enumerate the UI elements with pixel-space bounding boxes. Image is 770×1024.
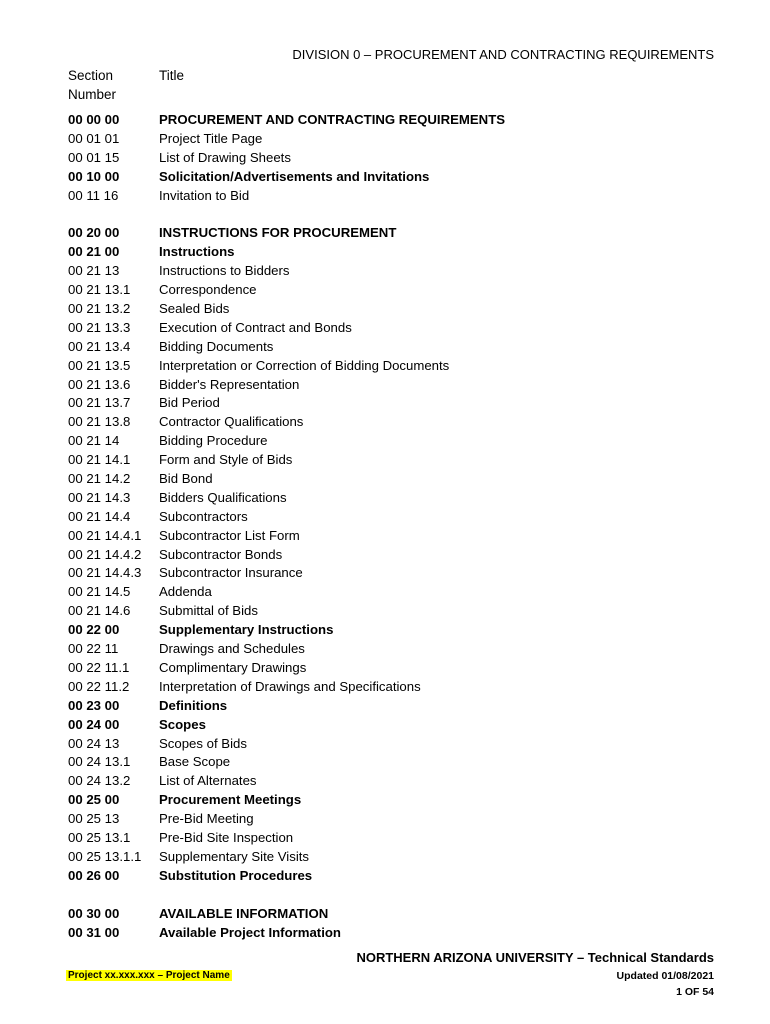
section-row (68, 130, 728, 149)
section-number: 00 21 14.2 (68, 471, 131, 487)
section-number: 00 00 00 (68, 112, 120, 127)
section-title: Supplementary Instructions (159, 622, 334, 638)
section-row (68, 224, 728, 243)
section-number: 00 24 13.1 (68, 754, 131, 770)
section-row (68, 338, 728, 357)
section-number: 00 21 14.4.2 (68, 546, 142, 562)
section-number: 00 25 13.1.1 (68, 848, 142, 864)
section-title: Base Scope (159, 754, 231, 770)
section-row (68, 300, 728, 319)
section-number: 00 22 11.1 (68, 659, 130, 675)
section-title: INSTRUCTIONS FOR PROCUREMENT (159, 225, 397, 241)
section-row (68, 772, 728, 791)
section-row (68, 564, 728, 583)
section-title: AVAILABLE INFORMATION (159, 905, 329, 921)
section-title: Instructions to Bidders (159, 263, 290, 279)
section-row (68, 451, 728, 470)
section-row (68, 149, 728, 168)
section-title: Addenda (159, 584, 212, 600)
section-row (68, 111, 728, 130)
section-title: Invitation to Bid (159, 187, 250, 203)
section-title: Scopes of Bids (159, 735, 247, 751)
division-header: DIVISION 0 – PROCUREMENT AND CONTRACTING REQUIREMENTS (292, 47, 714, 62)
section-row (68, 697, 728, 716)
section-title: Drawings and Schedules (159, 641, 305, 657)
section-title: List of Alternates (159, 773, 257, 789)
section-row (68, 716, 728, 735)
section-title: Substitution Procedures (159, 867, 313, 883)
section-number: 00 01 15 (68, 149, 120, 165)
section-number-column-header (68, 66, 116, 104)
section-row (68, 905, 728, 924)
section-title: Bidders Qualifications (159, 489, 287, 505)
section-row (68, 735, 728, 754)
section-row (68, 810, 728, 829)
section-number: 00 21 13.5 (68, 357, 131, 373)
section-number: 00 01 01 (68, 130, 120, 146)
section-header-line2: Number (68, 87, 117, 102)
section-number: 00 21 13.8 (68, 414, 131, 430)
section-number: 00 21 13.1 (68, 282, 131, 298)
section-title: Bidding Procedure (159, 433, 268, 449)
section-title: Procurement Meetings (159, 792, 302, 808)
section-row (68, 357, 728, 376)
footer-updated-date: Updated 01/08/2021 (616, 970, 714, 982)
footer-page-number: 1 OF 54 (676, 986, 714, 998)
section-row (68, 659, 728, 678)
section-row (68, 867, 728, 886)
section-number: 00 24 00 (68, 716, 120, 732)
section-row (68, 621, 728, 640)
section-title: Pre-Bid Site Inspection (159, 829, 294, 845)
section-row (68, 281, 728, 300)
section-row (68, 413, 728, 432)
section-number: 00 21 14.5 (68, 584, 131, 600)
section-row (68, 262, 728, 281)
section-title: Subcontractor Bonds (159, 546, 283, 562)
section-title: PROCUREMENT AND CONTRACTING REQUIREMENTS (159, 112, 506, 127)
title-column-header: Title (159, 68, 185, 83)
section-number: 00 25 00 (68, 792, 120, 808)
section-row (68, 376, 728, 395)
section-row (68, 583, 728, 602)
section-title: Execution of Contract and Bonds (159, 319, 352, 335)
section-title: Correspondence (159, 282, 257, 298)
section-row (68, 470, 728, 489)
section-number: 00 21 13 (68, 263, 120, 279)
section-title: Bidding Documents (159, 338, 274, 354)
section-row (68, 187, 728, 206)
section-list (68, 111, 728, 942)
section-row (68, 791, 728, 810)
section-number: 00 25 13.1 (68, 829, 131, 845)
section-number: 00 21 13.7 (68, 395, 131, 411)
section-title: Contractor Qualifications (159, 414, 304, 430)
section-number: 00 24 13 (68, 735, 120, 751)
section-title: Complimentary Drawings (159, 659, 307, 675)
section-title: Subcontractor Insurance (159, 565, 303, 581)
section-title: Bid Bond (159, 471, 213, 487)
section-number: 00 21 14.4 (68, 508, 131, 524)
section-row (68, 527, 728, 546)
section-row (68, 319, 728, 338)
section-number: 00 21 14.3 (68, 489, 131, 505)
section-number: 00 21 00 (68, 244, 120, 260)
section-number: 00 26 00 (68, 867, 120, 883)
section-title: Scopes (159, 716, 206, 732)
section-number: 00 20 00 (68, 225, 120, 241)
section-title: Supplementary Site Visits (159, 848, 310, 864)
section-number: 00 21 13.6 (68, 376, 131, 392)
section-row (68, 602, 728, 621)
section-title: Pre-Bid Meeting (159, 811, 254, 827)
section-title: Bid Period (159, 395, 220, 411)
footer-project-name: Project xx.xxx.xxx – Project Name (68, 970, 230, 981)
section-header-line1: Section (68, 68, 114, 83)
section-number: 00 21 13.2 (68, 301, 131, 317)
section-title: Interpretation of Drawings and Specifications (159, 678, 421, 694)
section-row (68, 168, 728, 187)
section-row (68, 508, 728, 527)
section-title: List of Drawing Sheets (159, 149, 291, 165)
section-number: 00 21 13.4 (68, 338, 131, 354)
section-row (68, 489, 728, 508)
section-title: Sealed Bids (159, 301, 230, 317)
section-title: Subcontractors (159, 508, 248, 524)
section-title: Available Project Information (159, 924, 341, 940)
section-row (68, 753, 728, 772)
section-number: 00 21 14.6 (68, 603, 131, 619)
section-row (68, 829, 728, 848)
section-title: Instructions (159, 244, 235, 260)
footer-organization: NORTHERN ARIZONA UNIVERSITY – Technical Standards (356, 950, 714, 965)
section-number: 00 24 13.2 (68, 773, 131, 789)
section-row (68, 394, 728, 413)
section-number: 00 21 14.1 (68, 452, 131, 468)
section-row (68, 243, 728, 262)
section-number: 00 21 14.4.3 (68, 565, 142, 581)
section-title: Interpretation or Correction of Bidding Documents (159, 357, 450, 373)
section-number: 00 22 11 (68, 641, 119, 657)
section-number: 00 22 00 (68, 622, 120, 638)
section-number: 00 11 16 (68, 187, 119, 203)
section-row (68, 432, 728, 451)
section-number: 00 22 11.2 (68, 678, 130, 694)
section-number: 00 23 00 (68, 697, 120, 713)
section-title: Solicitation/Advertisements and Invitations (159, 168, 430, 184)
section-number: 00 25 13 (68, 811, 120, 827)
section-row (68, 924, 728, 943)
section-title: Definitions (159, 697, 228, 713)
section-number: 00 21 14 (68, 433, 120, 449)
section-number: 00 10 00 (68, 168, 120, 184)
section-number: 00 31 00 (68, 924, 120, 940)
section-number: 00 21 13.3 (68, 319, 131, 335)
section-title: Form and Style of Bids (159, 452, 293, 468)
section-row (68, 848, 728, 867)
section-title: Subcontractor List Form (159, 527, 300, 543)
section-title: Project Title Page (159, 130, 263, 146)
section-row (68, 640, 728, 659)
section-title: Submittal of Bids (159, 603, 258, 619)
section-title: Bidder's Representation (159, 376, 300, 392)
section-row (68, 678, 728, 697)
section-number: 00 21 14.4.1 (68, 527, 142, 543)
section-row (68, 546, 728, 565)
section-number: 00 30 00 (68, 905, 120, 921)
